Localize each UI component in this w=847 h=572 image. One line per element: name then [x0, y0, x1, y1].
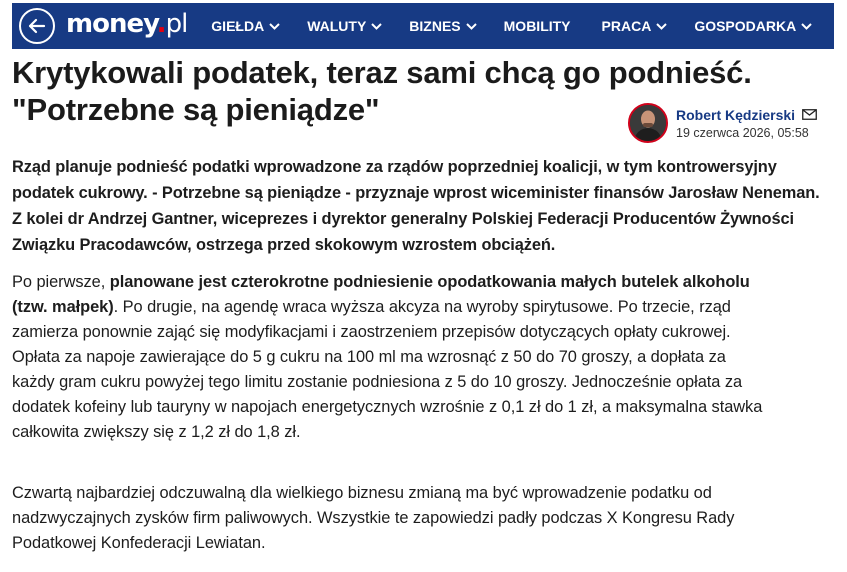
back-button[interactable] [19, 8, 55, 44]
author-block [628, 103, 817, 143]
article-paragraph-1 [12, 270, 772, 445]
main-menu [211, 18, 812, 34]
menu-item-praca[interactable] [602, 18, 668, 34]
paragraph-text: . Po drugie, na agendę wraca wyższa akcyza na wyroby spirytusowe. Po trzecie, rząd zamierza ponownie zająć się modyfikacjami i zaostrzeniem przepisów dotyczących opłaty cukrowej. Opłata za napoje zawierające do 5 g cukru na 100 ml ma wzrosnąć z 50 do 70 groszy, a dopłata za każdy gram cukru powyżej tego limitu zostanie podniesiona z 5 do 10 groszy. Jednocześnie opłata za dodatek kofeiny lub tauryny w napojach energetycznych wzrośnie z 0,1 zł do 1 zł, a maksymalna stawka całkowita zwiększy się z 1,2 zł do 1,8 zł. [12, 298, 763, 441]
chevron-down-icon [801, 23, 812, 30]
author-avatar[interactable] [628, 103, 668, 143]
envelope-icon[interactable] [802, 109, 817, 120]
paragraph-text: Po pierwsze, [12, 273, 110, 291]
article-title-line1: Krytykowali podatek, teraz sami chcą go podnieść. [12, 55, 752, 90]
chevron-down-icon [466, 23, 477, 30]
chevron-down-icon [371, 23, 382, 30]
menu-item-waluty[interactable] [307, 18, 382, 34]
menu-item-gospodarka[interactable] [694, 18, 812, 34]
author-name-link[interactable]: Robert Kędzierski [676, 106, 796, 123]
chevron-down-icon [269, 23, 280, 30]
author-photo [630, 105, 666, 141]
menu-item-gielda[interactable] [211, 18, 280, 34]
menu-item-label: GIEŁDA [211, 18, 265, 34]
top-navigation-bar [12, 3, 834, 49]
publish-date: 19 czerwca 2026, 05:58 [676, 125, 809, 140]
menu-item-label: MOBILITY [503, 18, 571, 34]
menu-item-label: GOSPODARKA [694, 18, 797, 34]
menu-item-label: PRACA [601, 18, 652, 34]
author-name-row [676, 107, 817, 123]
article-title-line2: "Potrzebne są pieniądze" [12, 92, 380, 127]
logo-suffix: pl [165, 9, 188, 39]
article-paragraph-2: Czwartą najbardziej odczuwalną dla wielkiego biznesu zmianą ma być wprowadzenie podatku od nadzwyczajnych zysków firm paliwowych. Wszystkie te zapowiedzi padły podczas X Kongresu Rady Podatkowej Konfederacji Lewiatan. [12, 484, 735, 552]
article-lead: Rząd planuje podnieść podatki wprowadzone za rządów poprzedniej koalicji, w tym kontrowersyjny podatek cukrowy. - Potrzebne są pieniądze - przyznaje wprost wiceminister finansów Jarosław Neneman. Z kolei dr Andrzej Gantner, wiceprezes i dyrektor generalny Polskiej Federacji Producentów Żywności Związku Pracodawców, ostrzega przed skokowym wzrostem obciążeń. [12, 158, 820, 254]
logo-dot: . [156, 9, 166, 39]
menu-item-label: WALUTY [307, 18, 367, 34]
menu-item-biznes[interactable] [409, 18, 476, 34]
arrow-left-icon [28, 18, 46, 34]
menu-item-label: BIZNES [409, 18, 461, 34]
logo-main: money [66, 9, 157, 39]
author-info [676, 107, 817, 140]
chevron-down-icon [656, 23, 667, 30]
menu-item-mobility[interactable] [504, 18, 571, 34]
paragraph-bold-text: planowane jest czterokrotne podniesienie opodatkowania małych butelek alkoholu (tzw. małpek) [12, 273, 750, 316]
site-logo[interactable] [66, 11, 187, 37]
